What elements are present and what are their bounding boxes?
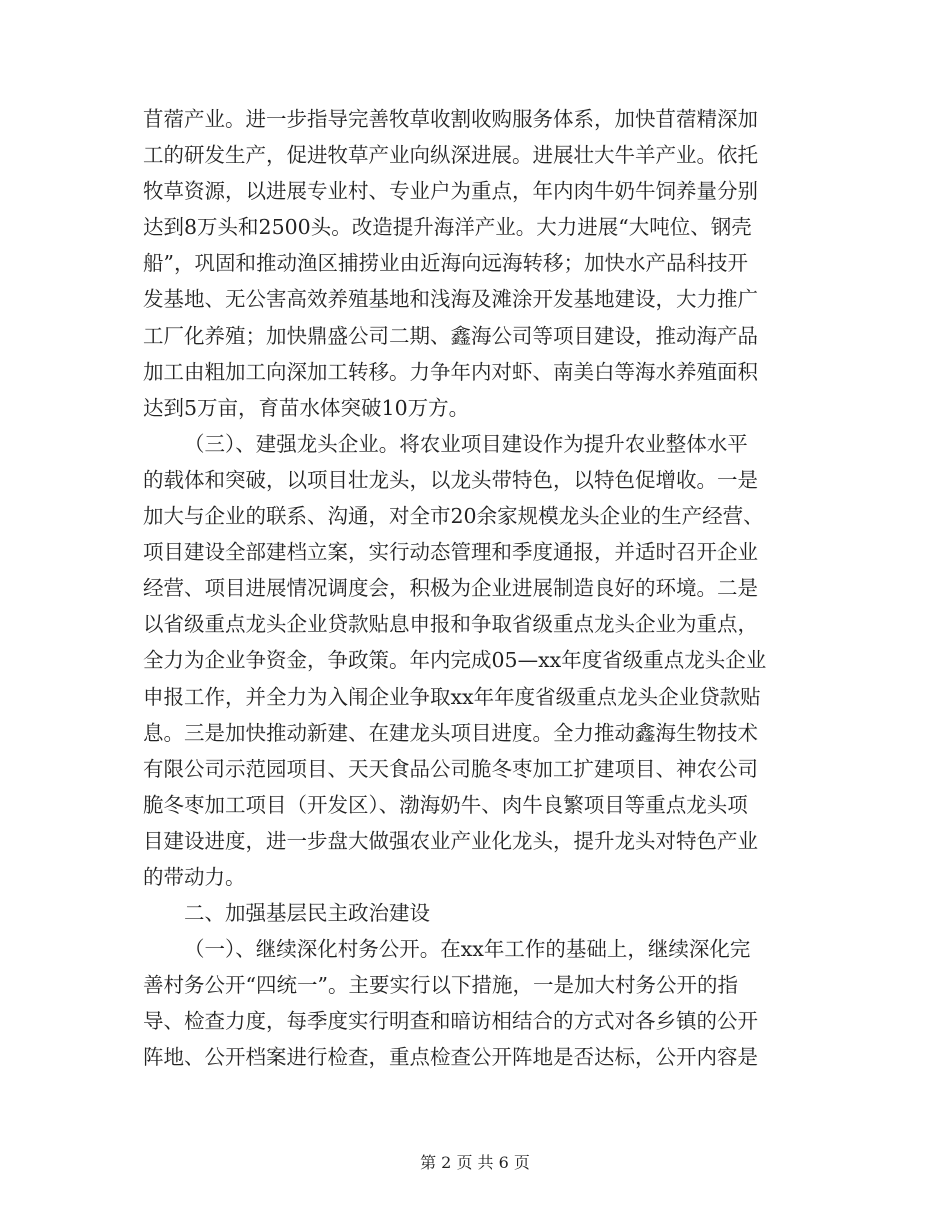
text-line: 项目建设全部建档立案，实行动态管理和季度通报，并适时召开企业 [143, 540, 758, 565]
text-line: 导、检查力度，每季度实行明查和暗访相结合的方式对各乡镇的公开 [143, 1009, 758, 1034]
text-line: 以省级重点龙头企业贷款贴息申报和争取省级重点龙头企业为重点， [143, 612, 758, 637]
text-line: 全力为企业争资金，争政策。年内完成05—xx年度省级重点龙头企业 [143, 648, 767, 673]
page-footer: 第 2 页 共 6 页 [420, 1153, 530, 1172]
text-line: 的带动力。 [143, 864, 246, 889]
text-line: 息。三是加快推动新建、在建龙头项目进度。全力推动鑫海生物技术 [143, 720, 758, 745]
text-line: 加工由粗加工向深加工转移。力争年内对虾、南美白等海水养殖面积 [143, 359, 758, 384]
text-line: 工厂化养殖；加快鼎盛公司二期、鑫海公司等项目建设，推动海产品 [143, 323, 758, 348]
text-line: 船”，巩固和推动渔区捕捞业由近海向远海转移；加快水产品科技开 [143, 251, 748, 276]
text-line: 工的研发生产，促进牧草产业向纵深进展。进展壮大牛羊产业。依托 [143, 143, 758, 168]
text-line: （三）、建强龙头企业。将农业项目建设作为提升农业整体水平 [184, 431, 748, 456]
text-line: 发基地、无公害高效养殖基地和浅海及滩涂开发基地建设，大力推广 [143, 287, 758, 312]
text-line: 申报工作，并全力为入闱企业争取xx年年度省级重点龙头企业贷款贴 [143, 684, 761, 709]
text-line: 目建设进度，进一步盘大做强农业产业化龙头，提升龙头对特色产业 [143, 828, 758, 853]
text-line: 阵地、公开档案进行检查，重点检查公开阵地是否达标，公开内容是 [143, 1045, 758, 1070]
document-body [143, 101, 805, 1076]
text-line: 达到8万头和2500头。改造提升海洋产业。大力进展“大吨位、钢壳 [143, 215, 752, 240]
text-line: 有限公司示范园项目、天天食品公司脆冬枣加工扩建项目、神农公司 [143, 756, 758, 781]
text-line: 善村务公开“四统一”。主要实行以下措施，一是加大村务公开的指 [143, 973, 738, 998]
text-line: 脆冬枣加工项目（开发区）、渤海奶牛、肉牛良繁项目等重点龙头项 [143, 792, 748, 817]
text-line: 加大与企业的联系、沟通，对全市20余家规模龙头企业的生产经营、 [143, 504, 764, 529]
section-heading: 二、加强基层民主政治建设 [184, 901, 430, 926]
text-line: 的载体和突破，以项目壮龙头，以龙头带特色，以特色促增收。一是 [143, 467, 758, 492]
text-line: 达到5万亩，育苗水体突破10万方。 [143, 395, 470, 420]
text-line: 经营、项目进展情况调度会，积极为企业进展制造良好的环境。二是 [143, 576, 758, 601]
text-line: （一）、继续深化村务公开。在xx年工作的基础上，继续深化完 [184, 937, 751, 962]
text-line: 苜蓿产业。进一步指导完善牧草收割收购服务体系，加快苜蓿精深加 [143, 107, 758, 131]
text-line: 牧草资源，以进展专业村、专业户为重点，年内肉牛奶牛饲养量分别 [143, 179, 758, 204]
